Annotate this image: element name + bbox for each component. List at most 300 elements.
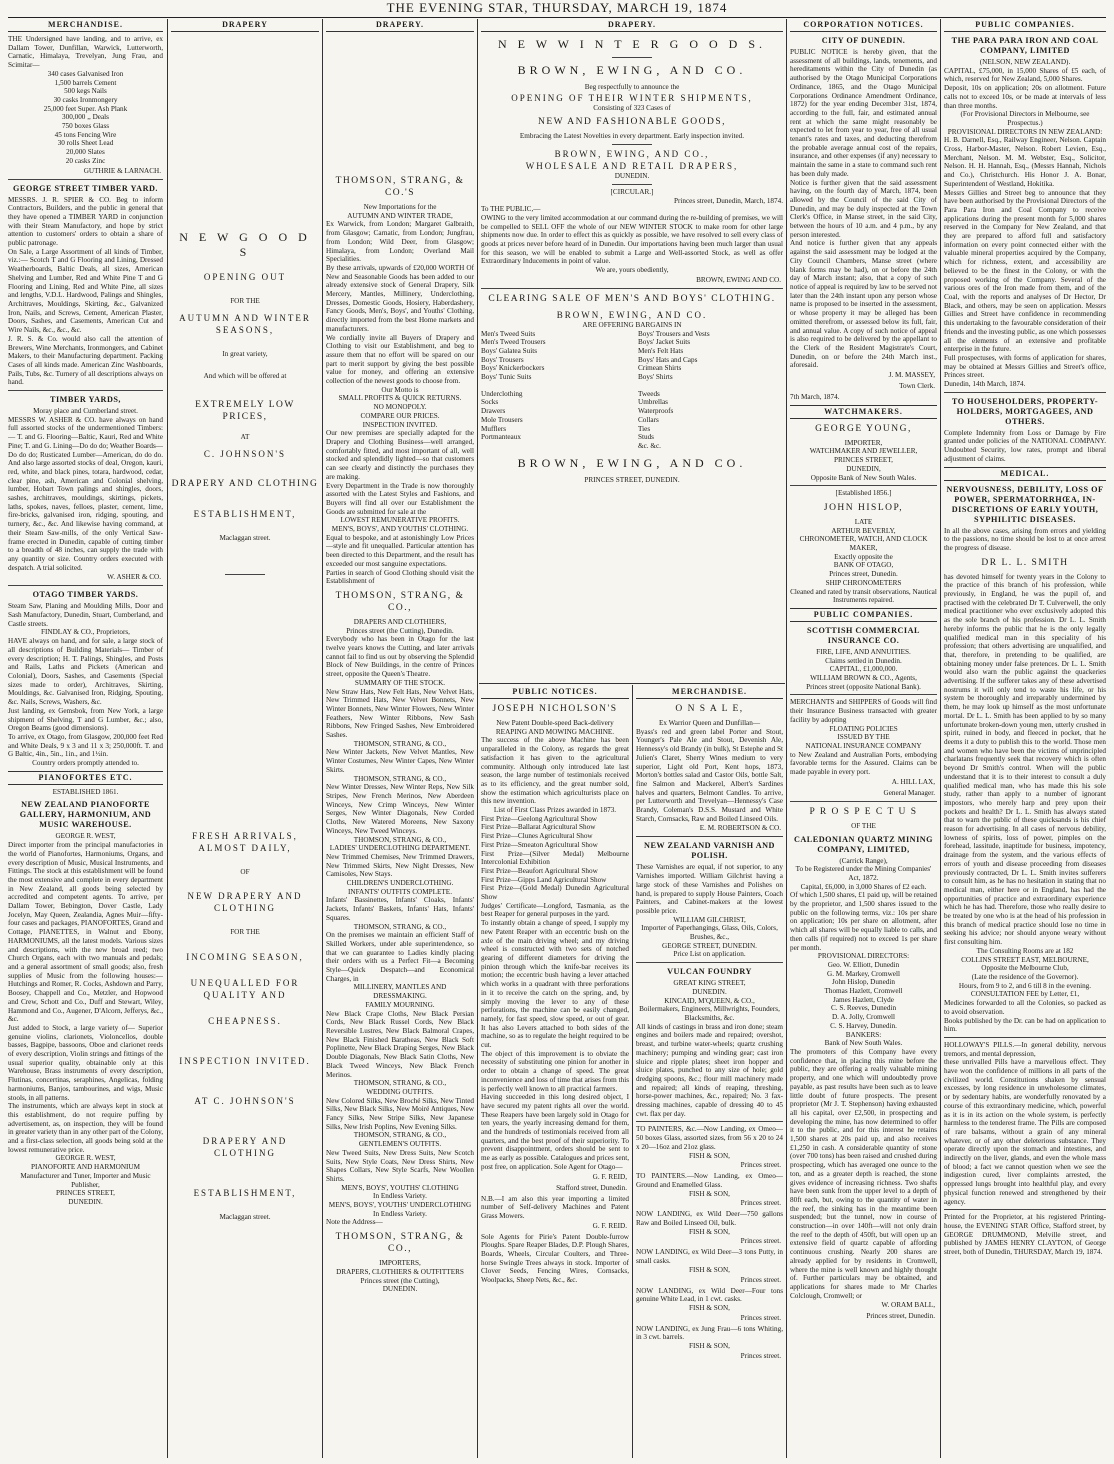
- ad-title: NERVOUSNESS, DEBILITY, LOSS OF POWER, SPERMATORRHŒA, IN-DISCRETIONS OF EARLY YOUTH, SYPHILITIC DISEASES.: [946, 484, 1104, 524]
- ad-headline: CLEARING SALE OF MEN'S AND BOYS' CLOTHING.: [488, 293, 776, 304]
- ad-line: Opposite Bank of New South Wales.: [810, 473, 917, 482]
- column-rule: [940, 19, 941, 1458]
- ad-line: DRAPERY AND CLOTHING: [202, 1135, 288, 1158]
- ad-address: Princes street.: [740, 1237, 781, 1246]
- ad-line: Princes street, Dunedin.: [829, 570, 898, 579]
- list-item: C. S. Reeves, Dunedin: [830, 1004, 897, 1013]
- ad-text: On Sale, a Large Assortment of all kinds of Timber, viz.:— Scotch T and G Flooring and Lining, Dressed Weatherboards, Baltic Deals, all sizes, American Shelving and Lumber, Red and White Pine T and G Flooring and Lining, Red and White Pine, all sizes and lengths, V.D.L. Hardwood, Palings and Shingles, Architraves, Mouldings, Skirting, &c., Galvanized Iron, Nails, and Screws, Cement, American Plaster, Doors, Sashes, and Casements, American Cut and Wire Nails, &c., &c., &c.: [8, 247, 163, 335]
- ad-text: OWING to the very limited accommodation at our command during the re-building of premises, we will be compelled to SELL OFF the whole of our NEW WINTER STOCK to make room for other large shipments now due. In order to effect this as quickly as possible, we have resolved to sell every class of goods at prices never before heard of in Dunedin. Our importations having been much larger than usual for this season, we will be enabled to submit a Large and Well-assorted Stock, as well as offer Extraordinary Inducements in point of value.: [481, 213, 783, 266]
- list-item: [638, 382, 783, 390]
- ad-line: Capital, £6,000, in 3,000 Shares of £2 each.: [800, 882, 927, 891]
- list-item: 500 kegs Nails: [64, 87, 107, 96]
- ad-line: FIRE, LIFE, AND ANNUITIES.: [816, 647, 911, 656]
- list-item: Socks: [481, 398, 499, 407]
- ad-signature: FISH & SON,: [689, 1342, 730, 1351]
- ad-line: Embracing the Latest Novelties in every department. Early inspection invited.: [519, 132, 745, 141]
- ad-text: Parties in search of Good Clothing should visit the Establishment of: [326, 568, 474, 586]
- ad-title: TIMBER YARDS,: [50, 395, 121, 405]
- ad-line: Opposite the Melbourne Club,: [981, 964, 1069, 973]
- ad-line: KINCAID, M'QUEEN, & CO.,: [664, 996, 755, 1005]
- ad-line: OF THE: [851, 821, 876, 830]
- ad-text: New Colored Silks, New Broché Silks, New Tinted Silks, New Black Silks, New Moiré Antiques, New Fancy Silks, New Stripe Silks, New Japanese Silks, New Irish Poplins, New Evening Silks.: [326, 1096, 474, 1131]
- divider: [636, 1121, 783, 1122]
- ad-title: SCOTTISH COMMERCIAL INSURANCE CO.: [807, 625, 920, 645]
- list-item: Boys' Trousers and Vests: [638, 329, 710, 338]
- ad-line: LOWEST REMUNERATIVE PROFITS.: [340, 516, 460, 525]
- list-item: 45 tons Fencing Wire: [54, 130, 117, 139]
- list-item: James Hazlett, Clyde: [833, 995, 894, 1004]
- list-item: 20,000 Slates: [66, 148, 105, 157]
- ad-headline: N E W G O O D S: [179, 230, 311, 259]
- ad-text: J. R. S. & Co. would also call the attention of Brewers, Wine Merchants, Ironmongers, and Cabinet Makers, to their Manufacturing department. Packing Cases of all kinds made. American Zinc Washboards, Pails, Tubs, &c. Turnery of all descriptions always on hand.: [8, 334, 163, 387]
- ad-line: Princes street (the Cutting),: [360, 1276, 440, 1285]
- ad-headline: JOHN HISLOP,: [823, 502, 904, 513]
- list-item: C. S. Harvey, Dunedin.: [830, 1021, 897, 1030]
- ad-line: MEN'S, BOYS', YOUTHS' CLOTHING: [341, 1183, 459, 1192]
- ad-signature: FISH & SON,: [689, 1227, 730, 1236]
- column-rule: [786, 19, 787, 1458]
- ad-text: Everybody who has been in Otago for the last twelve years knows the Cutting, and later arrivals cannot fail to find us out by observing the Splendid Block of New Buildings, in the centre of Princes street, opposite the Queen's Theatre.: [326, 635, 474, 679]
- ad-text: N.B.—I am also this year importing a limited number of Self-delivery Machines and Patent Grass Mowers.: [481, 1194, 629, 1220]
- ad-text: Complete Indemnity from Loss or Damage by Fire granted under policies of the NATIONAL COMPANY. Undoubted Security, low rates, prompt and liberal adjustment of claims.: [944, 428, 1106, 463]
- ad-text: HOLLOWAY'S PILLS.—In general debility, nervous tremors, and mental depression,: [944, 1040, 1106, 1058]
- ad-address: Princes street.: [740, 1161, 781, 1170]
- ad-text: NOW LANDING, ex Wild Deer—3 tons Putty, in small casks.: [636, 1248, 783, 1266]
- ad-text: The success of the above Machine has been unparalleled in the Colony, as regards the great satisfaction it has given to the agricultural community. Although only introduced late last season, the large number of testimonials received as to its efficiency, and the great number sold, show the estimation which agriculturists place on this new invention.: [481, 736, 629, 806]
- ad-signature: A. HILL LAX,: [891, 777, 935, 786]
- list-item: [481, 382, 626, 390]
- ad-line: PRINCES STREET,: [834, 456, 893, 465]
- list-item: Ties: [638, 424, 651, 433]
- ad-firm: THOMSON, STRANG, & CO.,: [353, 739, 447, 748]
- ad-signature: FISH & SON,: [689, 1303, 730, 1312]
- column-drapery-brown-ewing: [481, 19, 783, 679]
- ad-line: LATE: [854, 517, 873, 526]
- ad-headline: P R O S P E C T U S: [809, 806, 918, 817]
- ad-line: INCOMING SEASON,: [186, 951, 304, 962]
- list-item: First Prize—Geelong Agricultural Show: [481, 814, 597, 823]
- ad-line: PROVISIONAL DIRECTORS IN NEW ZEALAND:: [947, 127, 1103, 136]
- ad-line: In Endless Variety.: [373, 1192, 427, 1201]
- ad-line: Maclaggan street.: [219, 533, 271, 542]
- column-rule: [167, 19, 168, 1458]
- ad-line: MEN'S, BOYS', YOUTHS' UNDERCLOTHING: [328, 1201, 472, 1210]
- ad-line: DUNEDIN.: [382, 1285, 418, 1294]
- ad-text: Medicines forwarded to all the Colonies, so packed as to avoid observation.: [944, 999, 1106, 1016]
- ad-address: Princes street.: [740, 1313, 781, 1322]
- ad-line: DUNEDIN.: [614, 172, 650, 181]
- ad-established: [Established 1856.]: [835, 489, 892, 498]
- bargain-list-left: [481, 330, 626, 451]
- divider: [944, 1037, 1106, 1038]
- divider: [790, 801, 937, 802]
- ad-line: C. JOHNSON'S: [203, 448, 287, 459]
- ad-line: In Endless Variety.: [373, 1209, 427, 1218]
- ad-text: In all the above cases, arising from errors and yielding to the passions, no time should be lost to at once arrest the progress of disease.: [944, 526, 1106, 552]
- ad-line: Exactly opposite the: [834, 552, 893, 561]
- ad-line: MEN'S, BOYS', AND YOUTHS' CLOTHING.: [331, 525, 469, 534]
- ad-title: THE PARA PARA IRON AND COAL COMPANY, LIMITED: [951, 36, 1099, 55]
- ad-line: [CIRCULAR.]: [610, 187, 654, 196]
- ad-line: DUNEDIN.: [692, 987, 727, 996]
- ad-line: CAPITAL, £1,000,000.: [829, 665, 898, 674]
- ad-footer: Country orders promptly attended to.: [32, 759, 139, 768]
- ad-signature: J. M. MASSEY,: [888, 371, 935, 380]
- ad-title: CALEDONIAN QUARTZ MINING COMPANY, LIMITED,: [793, 834, 934, 854]
- ad-line: The Consulting Rooms are at 182: [976, 946, 1074, 955]
- column-rule: [632, 685, 633, 1458]
- ad-signature: FISH & SON,: [689, 1151, 730, 1160]
- list-item: First Prize—Gipps Land Agricultural Show: [481, 875, 607, 884]
- list-item: First Prize—(Silver Medal) Melbourne Intercolonial Exhibition: [481, 849, 629, 867]
- ad-line: AUTUMN AND WINTER TRADE,: [347, 211, 453, 220]
- column-merchandise: [8, 19, 163, 1460]
- ad-firm: THOMSON, STRANG, & CO.,: [335, 590, 465, 613]
- ad-text: New Winter Jackets, New Velvet Mantles, New Winter Costumes, New Winter Capes, New Winter Skirts.: [326, 748, 474, 774]
- ad-line: AT: [240, 433, 250, 442]
- ad-text: TO PAINTERS, &c.—Now Landing, ex Omeo—50 boxes Glass, assorted sizes, from 56 x 20 to 24 x 20—16oz and 21oz glass.: [636, 1125, 783, 1151]
- ad-line: WILLIAM BROWN & CO., Agents,: [810, 674, 917, 683]
- ad-text: NOW LANDING, ex Wild Deer—Four tons genuine White Lead, in 1 cwt. casks.: [636, 1286, 783, 1304]
- ad-line: GEORGE STREET, DUNEDIN.: [662, 941, 757, 950]
- ad-line: WILLIAM GILCHRIST,: [673, 915, 746, 924]
- ad-line: Princes street (opposite National Bank).: [806, 682, 921, 691]
- section-header: DRAPERY.: [481, 19, 783, 32]
- ad-text: these unrivalled Pills have a marvellous effect. They have won the confidence of millions in all parts of the civilized world. Constitutions shaken by sensual excesses, by long residence in unwholesome climates, or by sedentary habits, are wonderfully renovated by a course of this extraordinary medicine, which, powerful as it is in its action on the whole system, is perfectly harmless to the tenderest frame. The Pills are composed of rare balsams, without a grain of any mineral whatever, or of any other deleterious substance. They operate directly upon the stomach and intestines, and indirectly on the liver, glands, and even the whole mass of blood; a fact we cannot question when we see the indigestion cured, liver complaints arrested, the oppressed lungs brought into healthful play, and every physical function renewed and strengthened by their agency.: [944, 1058, 1106, 1206]
- ad-line: New Patent Double-speed Back-delivery: [496, 719, 614, 727]
- ad-line: Price List on application.: [673, 950, 746, 959]
- section-header: MEDICAL.: [944, 467, 1106, 481]
- ad-line: And which will be offered at: [203, 372, 287, 381]
- ad-line: New Importations for the: [363, 203, 437, 211]
- ad-date: Princes street, Dunedin, March, 1874.: [674, 196, 783, 205]
- ad-line: OF: [240, 867, 250, 876]
- ad-text: By these arrivals, upwards of £20,000 WORTH Of New and Seasonable Goods has been added to our already extensive stock of General Drapery, Silk Mercery, Mantles, Millinery, Underclothing, Dresses, Domestic Goods, Hosiery, Haberdashery, Fancy Goods, Men's, Boys', and Youths' Clothing, directly imported from the best Home markets and manufacturers.: [326, 263, 474, 333]
- ad-line: IMPORTERS,: [379, 1259, 421, 1268]
- list-item: Men's Tweed Suits: [481, 329, 536, 338]
- section-header: MERCHANDISE.: [636, 686, 783, 699]
- ad-line: COMPARE OUR PRICES.: [360, 411, 440, 420]
- ad-line: FOR THE: [230, 297, 260, 305]
- ad-title: TO HOUSEHOLDERS, PROPERTY-HOLDERS, MORTGAGEES, AND OTHERS.: [951, 396, 1099, 426]
- ad-note: Note the Address—: [326, 1218, 383, 1227]
- ad-line: Cleaned and rated by transit observations, Nautical Instruments repaired.: [790, 587, 937, 605]
- ad-signature: GUTHRIE & LARNACH.: [83, 166, 161, 175]
- ad-line: OPENING OF THEIR WINTER SHIPMENTS,: [511, 92, 753, 103]
- ad-text: Equal to bespoke, and at astonishingly Low Prices—style and fit unequalled. Particular attention has been directed to this Department, and the result has exceeded our most sanguine expectations.: [326, 533, 474, 568]
- section-header: PUBLIC COMPANIES.: [944, 19, 1106, 32]
- ad-text: Messrs Gillies and Street beg to announce that they have been authorised by the Provisional Directors of the Para Para Iron and Coal Company to receive applications during the present month for 5,000 shares reserved in the Company for New Zealand, and that they are prepared to afford full and satisfactory information on every point connected either with the valuable mineral properties acquired by the Company, which for richness, extent, and accessibility are believed to be the finest in the Colony, or with the proposed working of the Company. Several of the various ores of the Iron made from them, and of the Coal, with the reports and analyses of Dr Hector, Dr Black, and others, may be seen on application. Messrs Gillies and Street have confidence in recommending this undertaking to the favourable consideration of their friends and the investing public, as one which possesses all the elements of an extensive and profitable enterprise in the future.: [944, 188, 1106, 354]
- column-corporation-notices: [790, 19, 937, 1460]
- ad-title: NEW ZEALAND VARNISH AND POLISH.: [644, 841, 775, 861]
- ad-line: AT C. JOHNSON'S: [194, 1095, 296, 1106]
- list-item: Umbrellas: [638, 398, 668, 407]
- ad-line: (NELSON, NEW ZEALAND).: [979, 58, 1071, 66]
- section-header: MERCHANDISE.: [8, 19, 163, 32]
- list-item: Tweeds: [638, 389, 660, 398]
- ad-line: INSPECTION INVITED.: [362, 420, 438, 429]
- divider: [790, 485, 937, 486]
- ad-text: New Tweed Suits, New Dress Suits, New Scotch Suits, New Style Coats, New Dress Shirts, New Shapes Collars, New Style Scarfs, New Woollen Shirts.: [326, 1148, 474, 1183]
- ad-line: NO MONOPOLY.: [373, 403, 427, 412]
- list-item: First Prize—Ballarat Agricultural Show: [481, 823, 596, 832]
- ad-line: Importer of Paperhangings, Glass, Oils, Colors, Brushes, &c.,: [641, 924, 778, 942]
- divider: [636, 836, 783, 837]
- divider: [944, 1209, 1106, 1210]
- column-drapery-johnson: [171, 19, 319, 1460]
- ad-text: Our new premises are specially adapted for the Drapery and Clothing Business—well arranged, comfortably fitted, and most important of all, well stocked and splendidly lighted—so that customers can see clearly and distinctly the purchases they are making.: [326, 429, 474, 481]
- ad-line: INFANTS' OUTFITS COMPLETE.: [348, 887, 452, 896]
- ad-line: DRAPERY AND CLOTHING: [171, 478, 319, 489]
- ad-text: To arrive, ex Otago, from Glasgow, 200,000 feet Red and White Deals, 9 x 3 and 11 x 3; 250,000ft. T. and G Baltic, 4in., 5in., 1in., and 1½in.: [8, 732, 163, 759]
- ad-text: MESSRS W. ASHER & CO. have always on hand full assorted stocks of the undermentioned Timbers:— T. and G. Flooring—Baltic, Kauri, Red and White Pine; T. and G. Lining—Do do do; Weather Boards—Do do do; Rusticated Lumber—American, do do do. And also large assorted stocks of deal, Oregon, kauri, red, white, and black pines, totara, hardwood, cedar, clear pine, ash, American and Colonial shelving, lumber, Hobart Town palings and shingles, doors, sashes, architraves, mouldings, skirtings, pickets, laths, spokes, naves, felloes, plaster, cement, lime, fire-bricks, galvanised iron, ridging, spouting, and turnery, &c., &c. And likewise having command, at their Steam Saw-mills, of the only Vertical Saw-frame erected in Dunedin, capable of cutting timber to a breadth of 48 inches, can supply the trade with any quantity or size. Country orders executed with despatch. A trial solicited.: [8, 415, 163, 572]
- ad-signature: PRINCES STREET,: [56, 1189, 115, 1198]
- section-header: CORPORATION NOTICES.: [790, 19, 937, 32]
- ad-signature: W. ORAM BALL,: [881, 1301, 935, 1310]
- list-item: First Prize—(Gold Medal) Dunedin Agricultural Show: [481, 884, 629, 902]
- ad-salutation: To THE PUBLIC,—: [481, 205, 541, 214]
- ad-signature: PIANOFORTE AND HARMONIUM: [31, 1163, 140, 1172]
- ad-line: DUNEDIN,: [846, 464, 881, 473]
- ad-signature: G. F. REID.: [592, 1221, 627, 1230]
- ad-title: NEW ZEALAND PIANOFORTE GALLERY, HARMONIUM, AND MUSIC WAREHOUSE.: [19, 800, 152, 830]
- ad-text: Just added to Stock, a large variety of— Superior genuine violins, clarionets, Violoncellos, double basses, Bagpipe, bassoons, Oboe and clarionet reeds of every description, Violin strings and fittings of the usual superior quality, obtainable only at this Warehouse, Brass instruments of every description, Flutinas, concertinas, seraphines, Angelicas, folding harmoniums, Banjos, tambourines, and wigs, Music stools, in all patterns.: [8, 1023, 163, 1102]
- ad-line: PROVISIONAL DIRECTORS:: [817, 952, 910, 961]
- list-item: Drawers: [481, 407, 506, 416]
- ad-text: These Varnishes are equal, if not superior, to any Varnishes imported. William Gilchrist having a large stock of these Varnishes and Polishes on hand, is prepared to supply House Painters, Coach Painters, and Cabinet-makers at the lowest possible price.: [636, 863, 783, 915]
- ad-text: The promoters of this Company have every confidence that, in placing this mine before the public, they are offering a really valuable mining property, and one which will undoubtedly prove payable, as past results have been such as to leave little doubt of future prospects. The present proprietor (Mr J. T. Stephenson) having exhausted all his capital, over £2,500, in prospecting and developing the mine, has now determined to offer it to the public, and for this interest he retains 1,500 shares at 20s paid up, and also receives £1,250 in cash. A considerable quantity of stone (over 700 tons) has been raised and crushed during prospecting, which has averaged one ounce to the ton, and as a greater depth is reached, the stone gives evidence of increasing richness. Two shafts have been sunk from the upper level to a depth of 80ft each, but, owing to the quantity of water in the reef, the sinking has in the meantime been suspended; but the tunnel, now in course of construction—in over 140ft—will not only drain the reef to the depth of 450ft, but will open up an extensive field of quartz capable of affording continuous crushing. Nearly 200 shares are already applied for by residents in Cromwell, where the mine is well known and highly thought of. Further particulars may be obtained, and applications for shares made to Mr Charles Colclough, Cromwell; or: [790, 1047, 937, 1300]
- list-item: John Hislop, Dunedin: [832, 978, 895, 987]
- list-item: Boys' Galatea Suits: [481, 346, 537, 355]
- ad-line: DRAPERS, CLOTHIERS & OUTFITTERS: [336, 1267, 464, 1276]
- ad-line: ESTABLISHMENT,: [193, 1187, 297, 1198]
- ad-line: REAPING AND MOWING MACHINE.: [495, 727, 615, 736]
- ad-text: Full prospectuses, with forms of application for shares, may be obtained at Messrs Gillies and Street's office, Princes street.: [944, 353, 1106, 380]
- ad-line: (Carrick Range),: [839, 856, 888, 865]
- ad-line: COLLINS STREET EAST, MELBOURNE,: [961, 955, 1089, 964]
- list-item: Boys' Hats and Caps: [638, 355, 698, 364]
- ad-line: CHRONOMETER, WATCH, AND CLOCK MAKER,: [799, 535, 928, 553]
- list-item: Underclothing: [481, 389, 523, 398]
- ad-date: Dunedin, 14th March, 1874.: [944, 380, 1026, 389]
- list-item: Portmanteaux: [481, 433, 521, 442]
- ad-line: Ex Warrior Queen and Dunfillan—: [658, 719, 761, 727]
- ad-text: New Black Crape Cloths, New Black Persian Cords, New Black Russel Cords, New Black Reversible Lustres, New Black Balmoral Crapes, New Black Finished Baratheas, New Black Soft Poplinette, New Black Draping Serges, New Black Double Diagonals, New Black Satin Cloths, New Black Tweed Winceys, New Black French Merinos.: [326, 1009, 474, 1079]
- ad-text: Of which 1,500 shares, £1 paid up, will be retained by the proprietor, and 1,500 shares issued to the public on the following terms, viz.: 10s per share on application; 10s per share on allotment, after which all shares will be equally liable to calls, and then calls (if required) not to exceed 1s per share per month.: [790, 891, 937, 952]
- list-item: Boys' Shirts: [638, 373, 673, 382]
- list-item: 1,500 barrels Cement: [54, 78, 117, 87]
- ad-text: PUBLIC NOTICE is hereby given, that the assessment of all buildings, lands, tenements, and hereditaments within the City of Dunedin (as authorised by the Otago Municipal Corporations Ordinance, 1865, and the Otago Municipal Corporations Ordinance Amendment Ordinance, 1872) for the year ending December 31st, 1874, according to the full, fair, and estimated annual rent at which the same might reasonably be expected to let from year to year, free of all usual tenant's rates and taxes, and deducting therefrom the probable average annual cost of the repairs, insurance, and other expenses (if any) necessary to maintain the same in a state to command such rent has been duly made.: [790, 48, 937, 178]
- ad-line: FAMILY MOURNING.: [365, 1000, 435, 1009]
- ad-title: OTAGO TIMBER YARDS.: [32, 590, 139, 600]
- list-item: 25,000 feet Super. Ash Plank: [43, 104, 128, 113]
- ad-line: OPENING OUT: [203, 272, 287, 282]
- bargain-list-right: [638, 330, 783, 451]
- ad-line: PRINCES STREET, DUNEDIN.: [584, 475, 680, 484]
- ad-text: Having succeeded in this long desired object, I have secured my patent rights all over the world. These Reapers have been largely sold in Otago for ten years, the yearly increasing demand for them, and the hundreds of testimonials received from all quarters, and the best proof of their superiority. To prevent disappointment, orders should be sent to me as early as possible. Catalogues and prices sent, post free, on application. Sole Agent for Otago—: [481, 1093, 629, 1171]
- ad-line: Boilermakers, Engineers, Millwrights, Founders, Blacksmiths, &c.: [639, 1005, 780, 1022]
- ad-line: UNEQUALLED FOR QUALITY AND: [190, 977, 300, 1000]
- ad-date: 7th March, 1874.: [790, 393, 840, 402]
- ad-line: BANKERS:: [845, 1030, 882, 1039]
- ad-line: CHILDREN'S UNDERCLOTHING.: [346, 879, 454, 888]
- ad-title: CITY OF DUNEDIN.: [821, 36, 906, 45]
- divider: [225, 574, 265, 575]
- ad-firm: BROWN, EWING, AND CO.: [517, 63, 747, 77]
- ad-signature: FISH & SON,: [689, 1265, 730, 1274]
- ad-text: HAVE always on hand, and for sale, a large stock of all descriptions of Building Materials— Timber of every description; H. T. Palings, Shingles, and Posts and Rails, Laths and Pickets (American and Colonial), Doors, Sashes, and Casements (Special sizes made to order), Architraves, Skirting, Mouldings, &c. Galvanised Iron, Ridging, Spouting, &c. Nails, Screws, Washers, &c.: [8, 637, 163, 707]
- ad-address: Princes street.: [740, 1351, 781, 1360]
- ad-firm: THOMSON, STRANG, & CO.,: [353, 774, 447, 783]
- ad-line: ARTHUR BEVERLY,: [831, 526, 896, 535]
- ad-signature: GEORGE R. WEST,: [55, 1154, 116, 1163]
- ad-line: GREAT KING STREET,: [673, 979, 746, 988]
- list-item: Waterproofs: [638, 407, 674, 416]
- ad-line: Beg respectfully to announce the: [584, 83, 680, 91]
- ad-line: WATCHMAKER AND JEWELLER,: [809, 447, 918, 456]
- divider: [944, 392, 1106, 393]
- bargain-list: [481, 330, 783, 451]
- ad-line: ISSUED BY THE: [837, 733, 890, 742]
- list-item: Boys' Trousers: [481, 355, 524, 364]
- ad-text: Sole Agents for Pirie's Patent Double-furrow Ploughs. Spare Reaper Blades, D.P. Plough Shares, Boards, Wheels, Circular Coulters, and Three-horse Swingle Trees always in stock. Importer of Clover Seeds, Fencing Wires, Cornsacks, Woolpacks, Sheep Nets, &c., &c.: [481, 1232, 629, 1285]
- masthead: THE EVENING STAR, THURSDAY, MARCH 19, 1874: [386, 0, 728, 15]
- list-item: Mole Trousers: [481, 415, 523, 424]
- ad-text: Ex Warwick, from London; Margaret Galbraith, from Glasgow; Carnatic, from London; Jungfrau, from London; Wild Deer, from Glasgow; Himalaya, from London; Overland Mail Specialities.: [326, 220, 474, 264]
- ad-text: THE Undersigned have landing, and to arrive, ex Dallam Tower, Dunfillan, Warwick, Lutterworth, Carnatic, Himalaya, Trevelyan, Jung Frau, and Scimitar—: [8, 35, 163, 70]
- ad-line: GENTLEMEN'S OUTFITS.: [358, 1140, 442, 1149]
- list-item: Mufflers: [481, 424, 507, 433]
- ad-signature: FISH & SON,: [689, 1189, 730, 1198]
- ad-line: IMPORTER,: [844, 438, 883, 447]
- ad-line: FRESH ARRIVALS, ALMOST DAILY,: [192, 830, 298, 853]
- ad-signature: Stafford street, Dunedin.: [556, 1183, 627, 1192]
- ad-line: CONSULTATION FEE by Letter, £1,: [970, 990, 1080, 999]
- ad-line: SMALL PROFITS & QUICK RETURNS.: [338, 394, 462, 403]
- ad-headline: GEORGE YOUNG,: [815, 423, 912, 434]
- list-item: 30 rolls Sheet Lead: [57, 139, 114, 148]
- ad-line: BROWN, EWING, AND CO.,: [554, 149, 710, 160]
- list-item: Studs: [638, 433, 654, 442]
- ad-title: VULCAN FOUNDRY: [667, 967, 752, 977]
- ad-text: To instantly obtain a change of speed, I supply my new Patent Reaper with an eccentric bush on the axle of the main driving wheel; and my driving wheel is constructed with two sets of notched gearing of different diameters for driving the pinion through which the knife-bar receives its motion; the eccentric bush having a lever attached which works in a quadrant with three perforations in it to receive the catch on the spring, and, by simply moving the lever to any of these perforations, the machine can be easily changed, namely, for fast speed, slow speed, or out of gear. It has also Levers attached to both sides of the machine, so as to regulate the height required to be cut.: [481, 919, 629, 1050]
- ad-line: SHIP CHRONOMETERS: [825, 578, 902, 587]
- ad-line: (Late the residence of the Governor).: [971, 972, 1079, 981]
- ad-headline: JOSEPH NICHOLSON'S: [492, 704, 618, 714]
- ad-line: Princes street (the Cutting), Dunedin.: [346, 626, 454, 635]
- divider: [8, 585, 163, 586]
- divider: [790, 694, 937, 695]
- column-rule: [322, 19, 323, 1458]
- ad-headline: N E W W I N T E R G O O D S.: [497, 37, 766, 51]
- ad-text: The object of this improvement is to obviate the necessity of substituting one pinion for another in order to obtain a change of speed. The great inconvenience and loss of time that arises from this is perfectly well known to all practical farmers.: [481, 1049, 629, 1093]
- ad-line: BANK OF OTAGO,: [833, 561, 894, 570]
- ad-line: NEW DRAPERY AND CLOTHING: [187, 891, 303, 914]
- ad-item-list: [8, 70, 163, 166]
- section-header: WATCHMAKERS.: [790, 405, 937, 419]
- ad-text: And notice is further given that any appeals against the said assessment may be lodged at the City Council Chambers, Manse street (where blank forms may be had), on or before the 24th day of March instant; also, that a copy of such notice of appeal is required by law to be served not later than the 24th instant upon any person whose name is proposed to be inserted in the assessment, or whose property it may be alleged has been omitted therefrom, or assessed below its full, fair, and annual value. A copy of such notice of appeal is also required to be delivered by the appellant to the Clerk of the Resident Magistrate's Court, Dunedin, on or before the 24th March inst., aforesaid.: [790, 239, 937, 370]
- ad-firm: BROWN, EWING, AND CO.: [556, 309, 708, 320]
- list-item: Boys' Tunic Suits: [481, 373, 532, 382]
- column-public-companies: [944, 19, 1106, 1460]
- ad-established: ESTABLISHED 1861.: [52, 787, 119, 796]
- ad-text: New Winter Dresses, New Winter Reps, New Silk Stripes, New French Merinos, New Aberdeen Winceys, New Crimp Winceys, New Winter Serges, New Winter Diagonals, New Corded Cloths, New Watered Moreens, New Saxony Winceys, New Tweed Winceys.: [326, 783, 474, 835]
- ad-signature: Town Clerk.: [899, 382, 935, 391]
- section-header: DRAPERY: [171, 19, 319, 32]
- ad-headline: DR L. L. SMITH: [981, 557, 1069, 568]
- ad-firm: THOMSON, STRANG, & CO.,: [353, 835, 447, 844]
- ad-signature: DUNEDIN.: [68, 1197, 103, 1206]
- list-item: Judges' Certificate—Longford, Tasmania, as the best Reaper for general purposes in the yard.: [481, 901, 629, 919]
- ad-text: The instruments, which are always kept in stock at this establishment, do not require puffing by advertisement, as, on inspection, they will be found in greater variety than in any other part of the Colony, and a first-class selection, all goods being sold at the lowest remunerative price.: [8, 1102, 163, 1154]
- ad-firm: THOMSON, STRANG, & CO.,: [353, 922, 447, 931]
- list-item: 750 boxes Glass: [61, 122, 110, 131]
- masthead-rule: [8, 17, 1106, 18]
- divider: [612, 57, 652, 58]
- section-header: PIANOFORTES ETC.: [8, 771, 163, 785]
- section-header: DRAPERY.: [326, 19, 474, 32]
- imprint: Printed for the Proprietor, at his registered Printing-house, the EVENING STAR Office, Stafford street, by GEORGE DRUMMOND, Melville street, and published by JAMES HENRY CLAYTON, of George street, both of Dunedin, THURSDAY, March 19, 1874.: [944, 1213, 1106, 1257]
- ad-firm: THOMSON, STRANG, & CO.,: [353, 1079, 447, 1088]
- ad-line: NATIONAL INSURANCE COMPANY: [805, 742, 922, 750]
- ad-text: Notice is further given that the said assessment having, on the fourth day of March, 1874, been allowed by the Council of the said City of Dunedin, and may be duly inspected at the Town Clerk's Office, in Manse street, in the said City, between the hours of 10 a.m. and 4 p.m., by any person interested.: [790, 178, 937, 239]
- ad-text: Deposit, 10s on application; 20s on allotment. Future calls not to exceed 10s, or be made at intervals of less than three months.: [944, 84, 1106, 110]
- list-item: Thomas Hazlett, Cromwell: [824, 987, 903, 996]
- list-item: 30 casks Ironmongery: [53, 95, 118, 104]
- ad-line: Our Motto is: [381, 385, 419, 394]
- ad-text: has devoted himself for twenty years in the Colony to the practice of this branch of his profession, while previously, in England, he was the pupil of, and practised with the celebrated Dr T. Culverwell, the only medical practitioner who ever exclusively adopted this as the sole branch of his profession. Dr L. L. Smith hereby informs the public that he is the only legally qualified medical man in this speciality of his profession; that others advertising are unqualified, and that, therefore, in pretending to be qualified, are obtaining money under false pretences. Dr L. L. Smith would also warn the public against the quackeries advertising. If the sufferer takes any of these advertised nostrums it will only tend to waste his life, or his system be thoroughly and irreparably undermined by them, he may look up himself as the most unfortunate mortal. Dr L. L. Smith has been applied to by so many unfortunate broken-down young men, utterly crushed in spirit, ruined in body, and fleeced in pocket, that he deems it a duty to publish this to the world. Those men and women who have been the victims of unprincipled charlatans frequently seek that recovery which is often beyond Dr Smith's control. When will the public understand that it is to their interest to consult a duly qualified medical man, who has made this his sole study, rather than apply to a number of ignorant impostors, who merely harp and prey upon their pockets and health? Dr L. L. Smith has always stated that to warn the public of these quicksands is his chief reason for advertising. In all cases of nervous debility, lowness of spirits, loss of power, pimples on the forehead, lassitude, inaptitude for business, impotency, drainage from the system, and the various effects of errors of youth and disease proceeding from diseases previously contracted, Dr L. L. Smith invites sufferers to consult him, as he has no hesitation in stating that no medical man, either here or in England, has had the opportunities of practice and extraordinary experience which he has had. Therefore, those who really desire to be treated by one who is at the head of his profession in this branch of medical practice should lose no time in seeking his advice; nor should anyone weary without first consulting him.: [944, 572, 1106, 947]
- list-item: Boys' Knickerbockers: [481, 364, 545, 373]
- ad-line: WHOLESALE AND RETAIL DRAPERS,: [525, 161, 739, 172]
- divider: [8, 390, 163, 391]
- column-rule: [477, 19, 478, 1458]
- divider: [479, 683, 785, 684]
- ad-text: Infants' Bassinettes, Infants' Cloaks, Infants' Jackets, Infants' Baskets, Infants' Hats, Infants' Squares.: [326, 896, 474, 922]
- ad-address: Princes street.: [740, 1199, 781, 1208]
- list-item: First Prize—Beaufort Agricultural Show: [481, 866, 598, 875]
- ad-text: Steam Saw, Planing and Moulding Mills, Door and Sash Manufactory, Dunedin, Stuart, Cumberland, and Castle streets.: [8, 602, 163, 628]
- divider: [612, 184, 652, 185]
- ad-signature: BROWN, EWING AND CO.: [696, 275, 781, 284]
- ad-line: LADIES' UNDERCLOTHING DEPARTMENT.: [329, 844, 471, 853]
- ad-text: Every Department in the Trade is now thoroughly assorted with the Latest Styles and Fashions, and Buyers will find all over our Establishment the Goods are submitted for sale at the: [326, 481, 474, 516]
- ad-line: EXTREMELY LOW PRICES,: [195, 400, 295, 423]
- ad-line: DRAPERS AND CLOTHIERS,: [353, 617, 447, 626]
- list-item: &c. &c.: [638, 441, 661, 450]
- ad-text: Just landing, ex Gemsbok, from New York, a large shipment of Shelving, T and G Lumber, &c.; also, Oregon Beams (good dimensions).: [8, 706, 163, 733]
- ad-text: H. B. Darnell, Esq., Railway Engineer, Nelson. Captain Cross, Harbor-Master, Nelson. Robert Levien, Esq., Merchant, Nelson. M. M. Webster, Esq., Solicitor, Nelson. H. H. Hannah, Esq., (Messrs Hannah, Nichols and Co.), Christchurch. His Honor J. A. Bonar, Superintendent of Westland, Hokitika.: [944, 136, 1106, 188]
- list-item: D. A. Jolly, Cromwell: [831, 1013, 896, 1022]
- ad-text: Direct importer from the principal manufactories in the world of Pianofortes, Harmoniums, Organs, and every description of Music, Musical Instruments, and Fittings. The stock at this establishment will be found the most extensive and complete in every department in New Zealand, all goods being selected by accredited and competent agents. To arrive, per Dallam Tower, Bebington, Dover Castle, Lady Jocelyn, May Queen, Zealandia, Agnes Muir—fifty-four cases and packages, PIANOFORTES, Grand and Cottage, PIANETTES, in Walnut and Ebony, HARMONIUMS, all the latest models. Various sizes and descriptions, with the new broad reed; two Church Organs, each with two manuals and pedals; and a general assortment of small goods; also, fresh supplies of Music from the following houses:— Hutchings and Romer, R. Cocks, Ashdown and Parry, Boosey, Chappell and Co., Metzler, and Hopwood and Crew, Schott and Co., Duff and Stewart, Wiley, Hammond and Co., Augener, D'Alcorn, Jefferys, &c., &c.: [8, 841, 163, 1024]
- list-item: Crimean Shirts: [638, 364, 682, 373]
- list-item: Collars: [638, 415, 659, 424]
- ad-line: INSPECTION INVITED.: [179, 1055, 311, 1066]
- ad-text: to New Zealand and Australian Ports, embodying favorable terms for the Assured. Claims can be made payable in every port.: [790, 750, 937, 777]
- ad-firm: THOMSON, STRANG, & CO.,: [353, 1131, 447, 1140]
- ad-text: Books published by the Dr. can be had on application to him.: [944, 1016, 1106, 1034]
- divider: [612, 144, 652, 145]
- ad-address: Princes street.: [740, 1275, 781, 1284]
- ad-text: NOW LANDING, ex Jung Frau—6 tons Whiting, in 3 cwt. barrels.: [636, 1324, 783, 1342]
- column-merchandise-2: [636, 686, 783, 1460]
- ad-name: GEORGE R. WEST,: [55, 832, 116, 841]
- ad-line: MILLINERY, MANTLES AND DRESSMAKING.: [353, 983, 447, 1001]
- ad-line: ESTABLISHMENT,: [193, 508, 297, 519]
- ad-text: NOW LANDING, ex Wild Deer—750 gallons Raw and Boiled Linseed Oil, bulk.: [636, 1210, 783, 1228]
- ad-line: NEW AND FASHIONABLE GOODS,: [537, 117, 726, 128]
- list-item: G. M. Markey, Cromwell: [827, 969, 900, 978]
- ad-line: To be Registered under the Mining Companies' Act, 1872.: [795, 865, 932, 882]
